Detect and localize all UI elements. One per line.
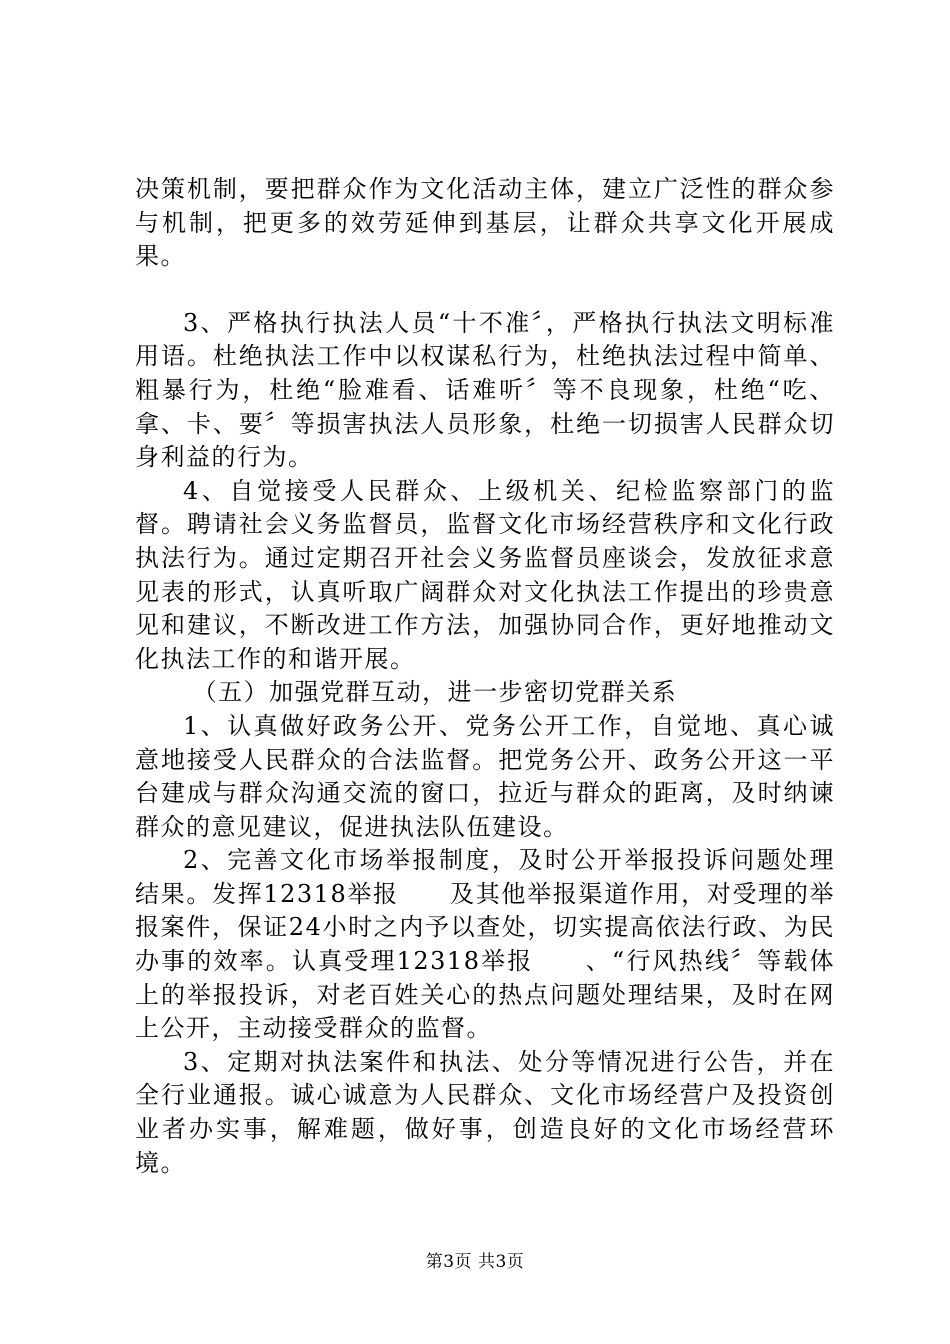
- paragraph-item-2-reporting: 2、完善文化市场举报制度，及时公开举报投诉问题处理结果。发挥12318举报 及其他举报渠道作用，对受理的举报案件，保证24小时之内予以查处，切实提高依法行政、为民办事的效率。认真受理12318举报 、“行风热线〞等载体上的举报投诉，对老百姓关心的热点问题处理结果，及时在网上公开，主动接受群众的监督。: [135, 846, 835, 1043]
- paragraph-continuation: 决策机制，要把群众作为文化活动主体，建立广泛性的群众参与机制，把更多的效劳延伸到基层，让群众共享文化开展成果。: [135, 175, 835, 271]
- paragraph-item-4-supervision: 4、自觉接受人民群众、上级机关、纪检监察部门的监督。聘请社会义务监督员，监督文化市场经营秩序和文化行政执法行为。通过定期召开社会义务监督员座谈会，发放征求意见表的形式，认真听取广阔群众对文化执法工作提出的珍贵意见和建议，不断改进工作方法，加强协同合作，更好地推动文化执法工作的和谐开展。: [135, 476, 835, 673]
- paragraph-item-1-disclosure: 1、认真做好政务公开、党务公开工作，自觉地、真心诚意地接受人民群众的合法监督。把党务公开、政务公开这一平台建成与群众沟通交流的窗口，拉近与群众的距离，及时纳谏群众的意见建议，促进执法队伍建设。: [135, 711, 835, 841]
- page-number-footer: 第3页 共3页: [425, 1252, 525, 1272]
- paragraph-item-3-announcement: 3、定期对执法案件和执法、处分等情况进行公告，并在全行业通报。诚心诚意为人民群众、文化市场经营户及投资创业者办实事，解难题，做好事，创造良好的文化市场经营环境。: [135, 1047, 835, 1177]
- document-body: [135, 173, 835, 1180]
- section-heading-five: （五）加强党群互动，进一步密切党群关系: [192, 678, 678, 707]
- paragraph-item-3-standards: 3、严格执行执法人员“十不准〞，严格执行执法文明标准用语。杜绝执法工作中以权谋私行为，杜绝执法过程中简单、粗暴行为，杜绝“脸难看、话难听〞等不良现象，杜绝“吃、拿、卡、要〞等损害执法人员形象，杜绝一切损害人民群众切身利益的行为。: [135, 308, 835, 472]
